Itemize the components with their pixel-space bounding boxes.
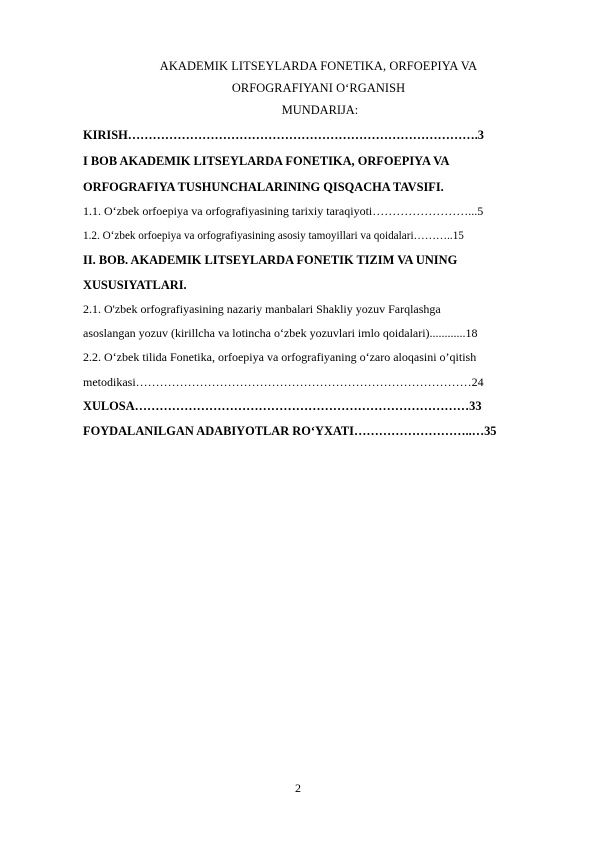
toc-entry-references[interactable]: FOYDALANILGAN ADABIYOTLAR RO‘YXATI………………………..…35	[83, 424, 497, 438]
toc-entry-chapter-2-line-2[interactable]: XUSUSIYATLARI.	[83, 278, 187, 292]
document-title-line-2: ORFOGRAFIYANI O‘RGANISH	[231, 81, 406, 95]
toc-entry-section-2-1-line-2[interactable]: asoslangan yozuv (kirillcha va lotincha o‘zbek yozuvlari imlo qoidalari)............18	[83, 326, 478, 340]
document-title-line-1: AKADEMIK LITSEYLARDA FONETIKA, ORFOEPIYA VA	[159, 59, 478, 73]
toc-entry-section-2-2-line-2[interactable]: metodikasi…………………………………………………………………………24	[83, 375, 484, 389]
toc-entry-section-2-1-line-1[interactable]: 2.1. O'zbek orfografiyasining nazariy manbalari Shakliy yozuv Farqlashga	[83, 302, 441, 316]
toc-entry-xulosa[interactable]: XULOSA………………………………………………………………………33	[83, 399, 482, 413]
toc-entry-section-1-1[interactable]: 1.1. O‘zbek orfoepiya va orfografiyasining tarixiy taraqiyoti……………………...5	[83, 204, 484, 218]
toc-entry-section-1-2[interactable]: 1.2. O‘zbek orfoepiya va orfografiyasining asosiy tamoyillari va qoidalari………..15	[83, 230, 464, 242]
toc-entry-kirish[interactable]: KIRISH………………………………………………………………………….3	[83, 128, 484, 142]
toc-entry-chapter-1-line-1[interactable]: I BOB AKADEMIK LITSEYLARDA FONETIKA, ORFOEPIYA VA	[83, 154, 450, 168]
toc-entry-section-2-2-line-1[interactable]: 2.2. O‘zbek tilida Fonetika, orfoepiya va orfografiyaning o‘zaro aloqasini o’qitish	[83, 350, 477, 364]
toc-entry-chapter-2-line-1[interactable]: II. BOB. AKADEMIK LITSEYLARDA FONETIK TIZIM VA UNING	[83, 253, 458, 267]
contents-heading: MUNDARIJA:	[281, 103, 359, 117]
page-number: 2	[295, 781, 301, 795]
toc-entry-chapter-1-line-2[interactable]: ORFOGRAFIYA TUSHUNCHALARINING QISQACHA TAVSIFI.	[83, 180, 444, 194]
